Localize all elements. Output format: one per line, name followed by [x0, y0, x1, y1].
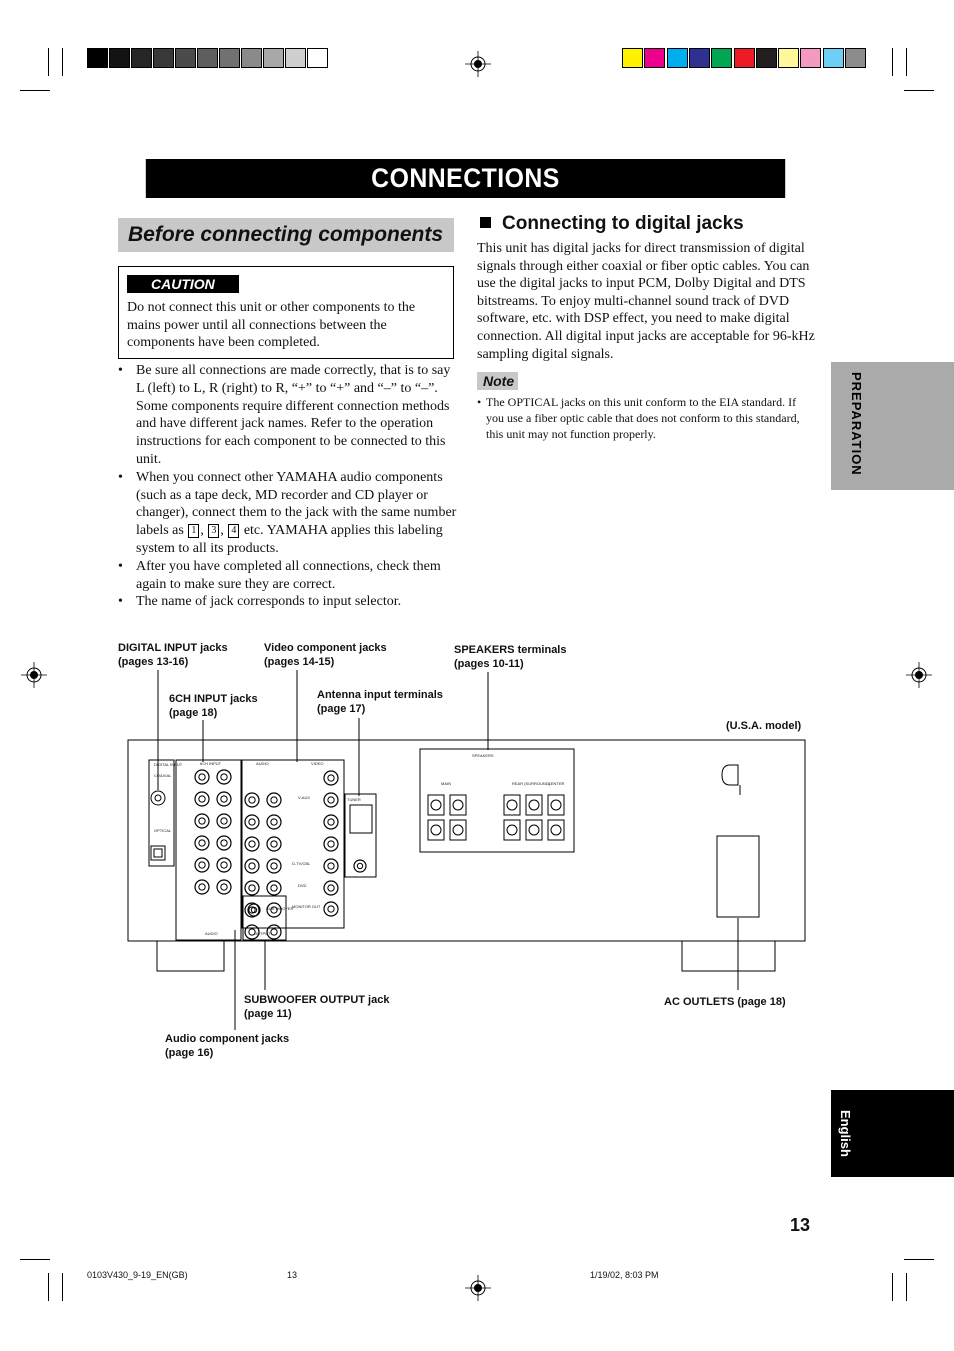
panel-label: TUNER	[347, 797, 361, 802]
rca-jack	[217, 880, 231, 894]
rca-jack	[245, 815, 259, 829]
rca-jack	[324, 815, 338, 829]
rca-jack	[217, 836, 231, 850]
rca-jack	[245, 793, 259, 807]
callout-video-component: Video component jacks (pages 14-15)	[264, 642, 387, 668]
page-title: CONNECTIONS	[146, 159, 785, 198]
list-item: • When you connect other YAMAHA audio components (such as a tape deck, MD recorder and CD player or changer), connect them to the jack with the same number labels as 1 , 3 , 4 etc. YAMAHA applies this labeling system to all its products.	[118, 469, 458, 558]
rca-jack	[324, 837, 338, 851]
speaker-terminal-knob	[453, 800, 463, 810]
rca-jack	[245, 859, 259, 873]
callout-digital-input: DIGITAL INPUT jacks (pages 13-16)	[118, 642, 228, 668]
panel-label: V-AUX	[298, 795, 311, 800]
rca-jack-core	[271, 797, 277, 803]
panel-label: SUB WOOFER	[266, 906, 294, 911]
section-title: Before connecting components	[118, 218, 454, 252]
rca-jack	[217, 792, 231, 806]
panel-label: MAIN	[441, 781, 451, 786]
rca-jack-core	[249, 885, 255, 891]
rca-jack-core	[249, 863, 255, 869]
rca-jack	[267, 859, 281, 873]
list-item: • Be sure all connections are made correctly, that is to say L (left) to L, R (right) to R, “+” to “+” and “–” to “–”. Some components require different connection methods and have different jack names. Refer to the operation instructions for each component to be connected to this unit.	[118, 362, 458, 469]
rca-jack-core	[199, 840, 205, 846]
optical-jack	[151, 846, 165, 860]
rca-jack	[354, 860, 366, 872]
speaker-terminal-knob	[529, 825, 539, 835]
speaker-terminal	[548, 795, 564, 815]
rca-jack	[267, 837, 281, 851]
rca-jack-core	[328, 863, 334, 869]
digital-text: This unit has digital jacks for direct transmission of digital signals through either coaxial or fiber optic cables. You can use the digital jacks to input PCM, Dolby Digital and DTS bitstreams. To enjoy multi-channel sound track of DVD software, etc. with DSP effect, you need to make digital connection. All digital input jacks are acceptable for 96-kHz sampling digital signals.	[477, 241, 815, 362]
note-label: Note	[477, 372, 518, 390]
panel-label: D-TV/CBL	[292, 861, 311, 866]
rca-jack-core	[249, 797, 255, 803]
callout-ac-outlets: AC OUTLETS (page 18)	[664, 996, 786, 1008]
panel-label: REAR (SURROUND)	[512, 781, 550, 786]
rca-jack-core	[249, 841, 255, 847]
rca-jack-core	[328, 906, 334, 912]
panel-label: AUDIO	[256, 761, 269, 766]
rca-jack	[217, 814, 231, 828]
foot	[682, 941, 775, 971]
number-label: 4	[228, 524, 239, 538]
ac-outlet	[717, 836, 759, 917]
preparation-tab: PREPARATION	[831, 362, 954, 490]
rca-jack-core	[357, 863, 362, 868]
rca-jack-core	[221, 862, 227, 868]
list-item: • After you have completed all connections, check them again to make sure they are correct.	[118, 558, 458, 594]
panel-label: MONITOR OUT	[292, 904, 321, 909]
speakers-panel	[420, 749, 574, 852]
rca-jack	[195, 770, 209, 784]
callout-6ch-input: 6CH INPUT jacks (page 18)	[169, 693, 258, 719]
rca-jack-core	[271, 885, 277, 891]
panel-label: OPTICAL	[154, 828, 172, 833]
english-tab: English	[831, 1090, 954, 1177]
speaker-terminal-knob	[551, 825, 561, 835]
rca-jack-core	[199, 796, 205, 802]
rca-jack	[324, 771, 338, 785]
rca-jack	[324, 793, 338, 807]
callout-speakers: SPEAKERS terminals (pages 10-11)	[454, 644, 567, 670]
callout-subwoofer: SUBWOOFER OUTPUT jack (page 11)	[244, 994, 390, 1020]
rca-jack-core	[328, 819, 334, 825]
rca-jack-core	[271, 819, 277, 825]
speaker-terminal-knob	[431, 825, 441, 835]
coaxial-jack	[151, 791, 165, 805]
page-number: 13	[790, 1215, 811, 1235]
speaker-terminal	[548, 820, 564, 840]
footer-date: 1/19/02, 8:03 PM	[590, 1270, 659, 1280]
rca-jack-core	[221, 840, 227, 846]
rca-jack-core	[221, 884, 227, 890]
foot	[157, 941, 224, 971]
rca-jack	[324, 859, 338, 873]
panel-label: DVD	[298, 883, 307, 888]
caution-label: CAUTION	[127, 275, 239, 293]
rca-jack	[245, 837, 259, 851]
digital-heading: Connecting to digital jacks	[480, 213, 744, 235]
rca-jack	[195, 792, 209, 806]
jack-array	[195, 770, 564, 939]
audio-jack-panel	[176, 760, 241, 940]
rca-jack-core	[199, 884, 205, 890]
model-label: (U.S.A. model)	[726, 720, 802, 732]
speaker-terminal	[526, 820, 542, 840]
rca-jack-core	[271, 863, 277, 869]
number-label: 3	[208, 524, 219, 538]
rca-jack	[195, 836, 209, 850]
panel-label: AUDIO	[205, 931, 218, 936]
footer-page: 13	[287, 1270, 298, 1280]
rca-jack-core	[328, 841, 334, 847]
rca-jack-core	[271, 929, 277, 935]
rca-jack-core	[199, 774, 205, 780]
panel-label: CENTER	[548, 781, 565, 786]
rca-jack	[195, 814, 209, 828]
speaker-terminal-knob	[551, 800, 561, 810]
callout-antenna: Antenna input terminals (page 17)	[317, 689, 443, 715]
rca-jack	[195, 858, 209, 872]
footer-file: 0103V430_9-19_EN(GB)	[87, 1270, 188, 1280]
speaker-terminal	[428, 795, 444, 815]
rca-jack-core	[249, 819, 255, 825]
rca-jack	[217, 858, 231, 872]
rca-jack	[248, 904, 260, 916]
rca-jack-core	[328, 775, 334, 781]
speaker-terminal	[450, 820, 466, 840]
rca-jack	[195, 880, 209, 894]
panel-label: COAXIAL	[154, 773, 172, 778]
rca-jack-core	[221, 818, 227, 824]
speaker-terminal-knob	[453, 825, 463, 835]
rca-jack	[245, 881, 259, 895]
caution-text: Do not connect this unit or other components to the mains power until all connections between the components have been completed.	[127, 300, 416, 350]
rca-jack-core	[199, 862, 205, 868]
panel-label: SPEAKERS	[472, 753, 494, 758]
panel-label: DIGITAL INPUT	[154, 762, 183, 767]
panel-label: VIDEO	[311, 761, 324, 766]
speaker-terminal	[450, 795, 466, 815]
number-label: 1	[188, 524, 199, 538]
speaker-terminal	[526, 795, 542, 815]
rca-jack-core	[221, 774, 227, 780]
callout-audio-component: Audio component jacks (page 16)	[165, 1033, 290, 1059]
rca-jack-core	[271, 841, 277, 847]
speaker-terminal-knob	[431, 800, 441, 810]
panel-label: 6CH INPUT	[200, 761, 222, 766]
rca-jack	[267, 881, 281, 895]
note-text: • The OPTICAL jacks on this unit conform to the EIA standard. If you use a fiber optic cable that does not conform to this standard, this unit may not function properly.	[477, 394, 812, 442]
speaker-terminal	[428, 820, 444, 840]
rca-jack	[267, 815, 281, 829]
rca-jack-core	[328, 797, 334, 803]
list-item: • The name of jack corresponds to input selector.	[118, 593, 458, 611]
speaker-terminal-knob	[529, 800, 539, 810]
panel-label: OUTPUT	[254, 931, 271, 936]
power-cord-icon	[722, 765, 738, 785]
speaker-terminal	[504, 795, 520, 815]
speaker-terminal	[504, 820, 520, 840]
speaker-terminal-knob	[507, 800, 517, 810]
rca-jack	[324, 881, 338, 895]
rca-jack-core	[221, 796, 227, 802]
rca-jack-core	[328, 885, 334, 891]
speaker-terminal-knob	[507, 825, 517, 835]
rca-jack-core	[199, 818, 205, 824]
rca-jack	[217, 770, 231, 784]
antenna-terminal	[350, 805, 372, 833]
rca-jack	[324, 902, 338, 916]
rca-jack	[267, 793, 281, 807]
